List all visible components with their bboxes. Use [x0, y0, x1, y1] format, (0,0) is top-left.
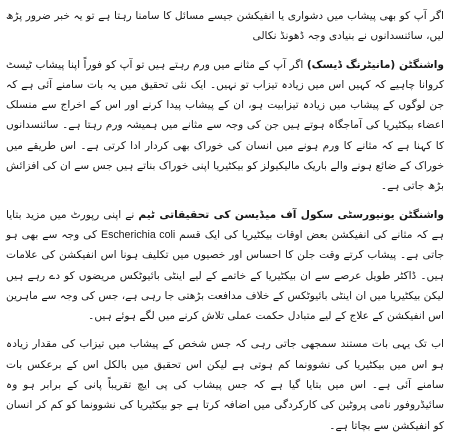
paragraph-text: کی وجہ سے بھی ہو جاتی ہے۔ پیشاب کرتے وقت جلن کا احساس اور خصیوں میں تکلیف ہونا اس انفیکشن کی علامات ہیں۔ ڈاکٹر طویل عرصے سے ان بیکٹیریا کے خاتمے کے لیے اینٹی بائیوٹکس مریضوں کو دے رہے ہیں لیکن بیکٹیریا میں ان اینٹی بائیوٹکس کے خلاف مدافعت بڑھتی جا رہی ہے، جس کی وجہ سے ماہرین اس انفیکشن کے علاج کے لیے متبادل حکمت عملی تلاش کرنے میں لگے ہوئے ہیں۔: [6, 228, 444, 323]
dateline: واشنگٹن (مانیٹرنگ ڈیسک): [306, 58, 444, 71]
paragraph-text: اب تک یہی بات مستند سمجھی جاتی رہی کہ جس شخص کے پیشاب میں تیزاب کی مقدار زیادہ ہو اس میں بیکٹیریا کی نشوونما کم ہوتی ہے لیکن اس تحقیق میں بالکل اس کے برعکس بات سامنے آئی ہے۔ اس میں بتایا گیا ہے کہ جس پیشاب کی پی ایچ تقریباً پانی کے برابر ہو وہ سائیڈروفور نامی پروٹین کی کارکردگی میں اضافہ کرتا ہے جو بیکٹیریا کی نشوونما کو کم کر انسان کو انفیکشن سے بچاتا ہے۔: [6, 338, 444, 432]
paragraph-text: نے اپنی رپورٹ میں مزید بتایا ہے کہ مثانے کی انفیکشن بعض اوقات بیکٹیریا کی ایک قسم: [6, 208, 444, 241]
research-team-lead: واشنگٹن یونیورسٹی سکول آف میڈیسن کی تحقیقاتی ٹیم: [138, 208, 444, 221]
bacteria-name: Escherichia coli: [101, 228, 176, 241]
body-paragraph: [6, 334, 444, 435]
paragraph-text: اگر آپ کو بھی پیشاب میں دشواری یا انفیکشن جیسے مسائل کا سامنا رہتا ہے تو یہ خبر ضرور پڑھ لیں، سائنسدانوں نے بنیادی وجہ ڈھونڈ نکالی: [6, 10, 444, 43]
article-body: [6, 6, 444, 436]
paragraph-text: اگر آپ کے مثانے میں ورم رہتے ہیں تو آپ کو فوراً اپنا پیشاب ٹیسٹ کروانا چاہیے کہ کہیں اس میں زیادہ تیزاب تو نہیں۔ ایک نئی تحقیق میں یہ بات سامنے آئی ہے کہ جن لوگوں کے پیشاب میں زیادہ تیزابیت ہو، ان کے پیشاب پیدا کرنے اور اس کے اخراج سے منسلک اعضاء بیکٹیریا کی آماجگاہ ہوتے ہیں جن کی وجہ سے مثانے میں ہمیشہ ورم رہتا ہے۔ سائنسدانوں کا کہنا ہے کہ مثانے کا ورم ہونے میں انسان کی خوراک بھی کردار ادا کرتی ہے۔ اس طریقے میں خوراک کے ضائع ہونے والے باریک مالیکیولز کو بیکٹیریا اپنی خوراک بناتے ہیں جس سے ان کی افزائش بڑھ جاتی ہے۔: [6, 58, 444, 193]
body-paragraph: [6, 55, 444, 197]
intro-paragraph: [6, 6, 444, 47]
body-paragraph: [6, 205, 444, 327]
